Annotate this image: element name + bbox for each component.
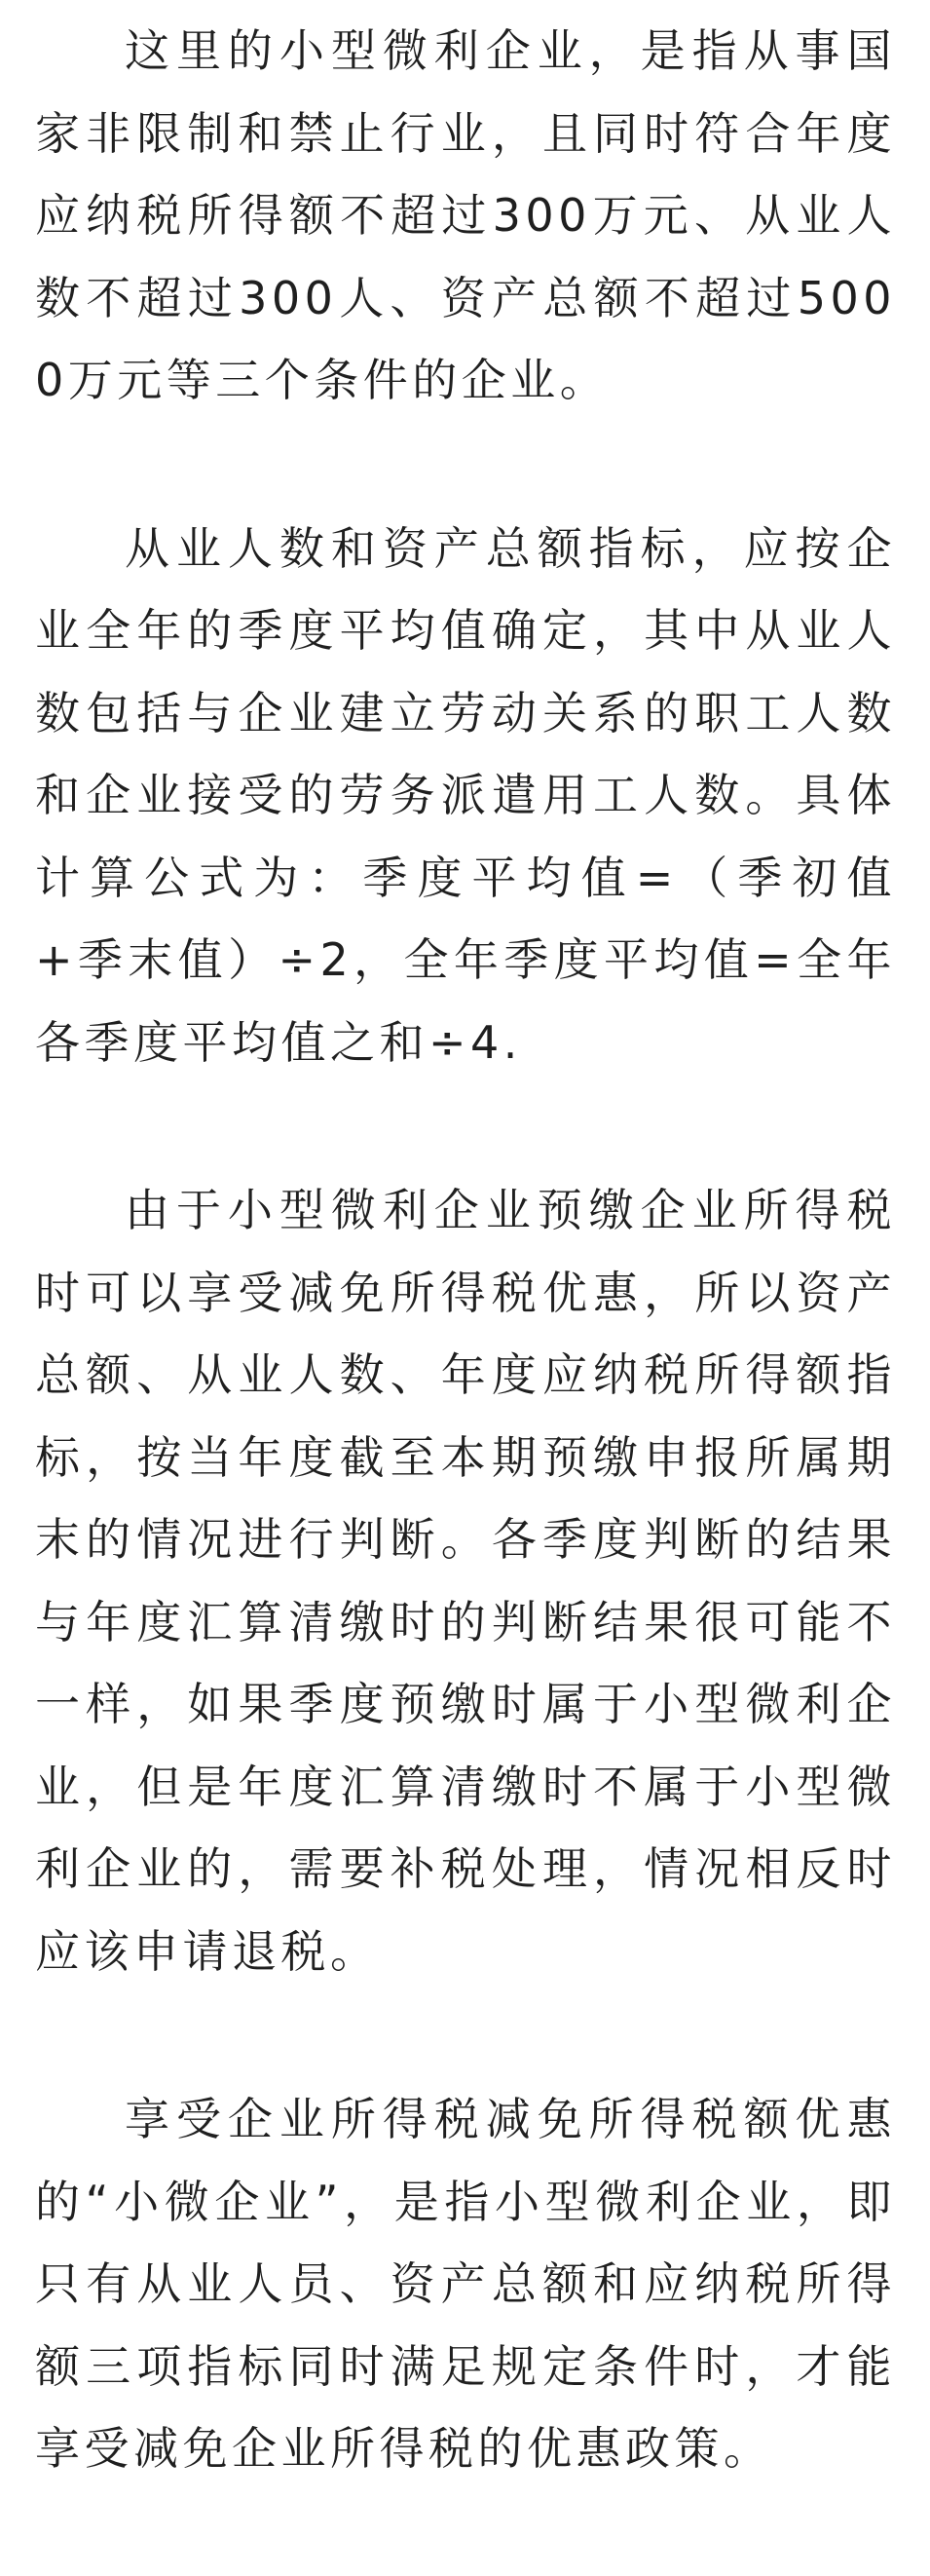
paragraph-small-micro-enterprise: 享受企业所得税减免所得税额优惠的“小微企业”，是指小型微利企业，即只有从业人员、资产总额和应纳税所得额三项指标同时满足规定条件时，才能享受减免企业所得税的优惠政策。 [35,2093,896,2475]
paragraph-average-calculation: 从业人数和资产总额指标，应按企业全年的季度平均值确定，其中从业人数包括与企业建立劳动关系的职工人数和企业接受的劳务派遣用工人数。具体计算公式为：季度平均值=（季初值+季末值）÷2，全年季度平均值=全年各季度平均值之和÷4. [35,521,896,1069]
paragraph-small-profit-definition: 这里的小型微利企业，是指从事国家非限制和禁止行业，且同时符合年度应纳税所得额不超过300万元、从业人数不超过300人、资产总额不超过5000万元等三个条件的企业。 [35,24,896,406]
paragraph-prepayment-judgment: 由于小型微利企业预缴企业所得税时可以享受减免所得税优惠，所以资产总额、从业人数、年度应纳税所得额指标，按当年度截至本期预缴申报所属期末的情况进行判断。各季度判断的结果与年度汇算清缴时的判断结果很可能不一样，如果季度预缴时属于小型微利企业，但是年度汇算清缴时不属于小型微利企业的，需要补税处理，情况相反时应该申请退税。 [35,1184,896,1978]
article-body [35,0,896,2576]
